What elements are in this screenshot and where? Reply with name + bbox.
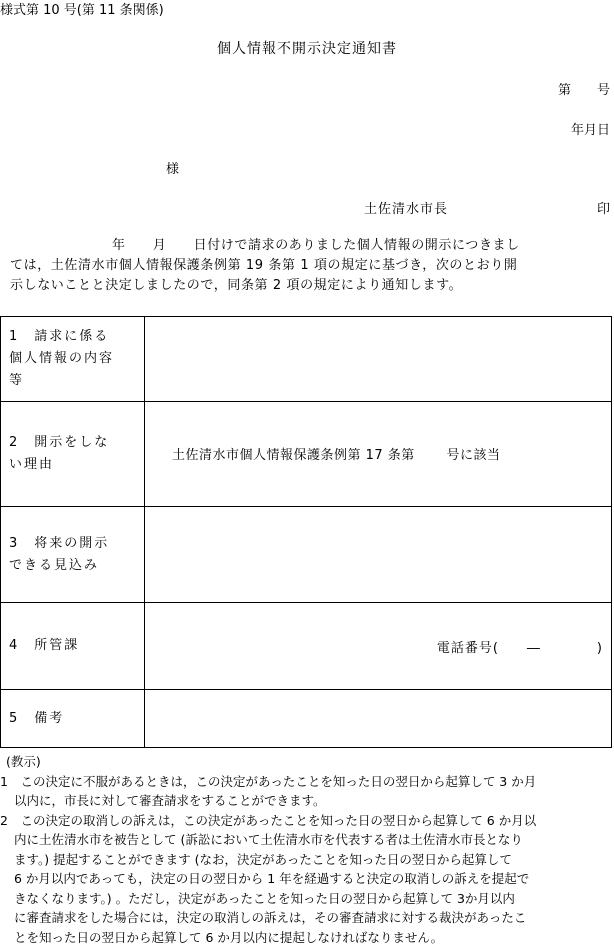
- date-day: 日: [596, 123, 610, 138]
- table-row: [1, 402, 612, 507]
- instruction-line: 内に土佐清水市を被告として (訴訟において土佐清水市を代表する者は土佐清水市長となり: [14, 832, 523, 847]
- number-prefix: 第: [557, 83, 571, 98]
- row-label-remarks: 5 備考: [1, 690, 145, 748]
- row-label-reason: [1, 402, 145, 507]
- label-line: 2 開示をしな: [9, 435, 110, 450]
- table-row: [1, 507, 612, 603]
- instructions-section: [0, 752, 614, 947]
- instruction-line: に審査請求をした場合には，決定の取消しの訴えは，その審査請求に対する裁決があったこ: [14, 910, 527, 925]
- phone-number-field: 電話番号( ― ): [436, 641, 603, 656]
- label-line: できる見込み: [9, 557, 100, 573]
- label-line: 1 請求に係る: [9, 329, 110, 344]
- table-row: [1, 603, 612, 690]
- label-line: 個人情報の内容: [9, 351, 115, 366]
- label-line: 等: [9, 373, 25, 388]
- notice-body: [10, 236, 610, 296]
- row-value-future[interactable]: [145, 507, 612, 603]
- instruction-line: きなくなります。) 。ただし，決定があったことを知った日の翌日から起算して 3か月以内: [14, 890, 515, 906]
- reason-text: 土佐清水市個人情報保護条例第 17 条第 号に該当: [172, 448, 501, 463]
- number-suffix: 号: [596, 83, 610, 98]
- body-line: ては，土佐清水市個人情報保護条例第 19 条第 1 項の規定に基づき，次のとおり開: [10, 258, 518, 273]
- row-value-reason[interactable]: [145, 402, 612, 507]
- table-row: [1, 317, 612, 402]
- row-value-content[interactable]: [145, 317, 612, 402]
- issue-date: [571, 119, 610, 138]
- row-value-remarks[interactable]: [145, 690, 612, 748]
- form-number: 様式第 10 号(第 11 条関係): [0, 3, 164, 18]
- document-title: 個人情報不開示決定通知書: [217, 41, 397, 57]
- instructions-heading: (教示): [6, 754, 41, 769]
- date-year: 年: [570, 123, 584, 138]
- document-number: [558, 79, 610, 98]
- instruction-line: とを知った日の翌日から起算して 6 か月以内に提起しなければなりません。: [14, 929, 444, 945]
- date-month: 月: [583, 123, 597, 138]
- label-line: 3 将来の開示: [9, 535, 110, 551]
- issuer-name: 土佐清水市長: [364, 202, 449, 217]
- addressee: 様: [166, 162, 180, 177]
- instruction-line: 1 この決定に不服があるときは，この決定があったことを知った日の翌日から起算して 3 か月: [0, 773, 537, 789]
- label-line: い理由: [9, 457, 55, 472]
- decision-table: [0, 316, 612, 748]
- row-value-department[interactable]: [145, 603, 612, 690]
- body-line: 示しないことと決定しましたので，同条第 2 項の規定により通知します。: [10, 278, 463, 293]
- instruction-line: 6 か月以内であっても，決定の日の翌日から 1 年を経過すると決定の取消しの訴えを提起で: [14, 871, 530, 886]
- row-label-department: 4 所管課: [1, 603, 145, 690]
- table-row: [1, 690, 612, 748]
- instruction-line: 以内に，市長に対して審査請求をすることができます。: [14, 793, 326, 808]
- instruction-line: ます。) 提起することができます (なお，決定があったことを知った日の翌日から起算して: [14, 851, 512, 867]
- seal-mark: 印: [597, 202, 611, 217]
- body-line: 年 月 日付けで請求のありました個人情報の開示につきまし: [112, 238, 520, 253]
- row-label-content: [1, 317, 145, 402]
- row-label-future: [1, 507, 145, 603]
- instruction-line: 2 この決定の取消しの訴えは，この決定があったことを知った日の翌日から起算して 6 か月以: [0, 812, 537, 828]
